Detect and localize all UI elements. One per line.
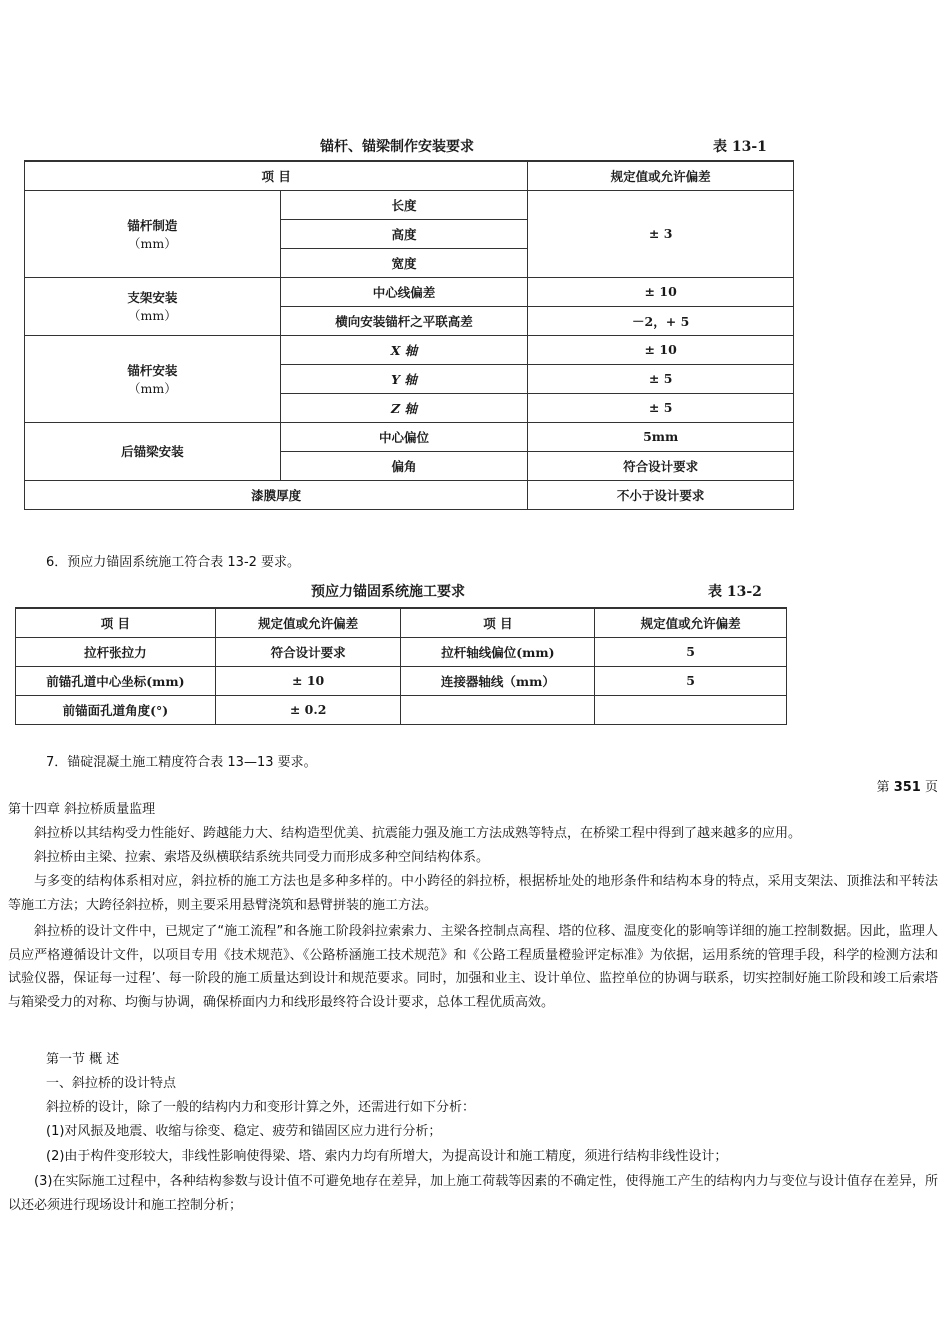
group-label: 支架安装 xyxy=(127,290,178,305)
group-label: 锚杆制造 xyxy=(127,217,178,233)
table1-value: ± 5 xyxy=(528,364,794,393)
table-row xyxy=(25,161,794,190)
table2-title: 预应力锚固系统施工要求 xyxy=(311,584,465,600)
table1-header-item: 项 目 xyxy=(25,161,528,190)
table1-group-name xyxy=(25,190,281,277)
table1-item: 中心线偏差 xyxy=(280,277,528,306)
table1-item: Z 轴 xyxy=(280,393,528,422)
table1-value: ± 10 xyxy=(528,335,794,364)
table2-cell: ± 0.2 xyxy=(215,695,401,724)
table1-value: －2，+ 5 xyxy=(528,306,794,335)
table-row xyxy=(16,608,787,637)
table2-header-value: 规定值或允许偏差 xyxy=(595,608,787,637)
group-unit: （mm） xyxy=(127,380,177,396)
item-6-text: 6．预应力锚固系统施工符合表 13-2 要求。 xyxy=(46,555,301,570)
table-row xyxy=(25,277,794,306)
table1-item: 宽度 xyxy=(280,248,528,277)
table2-header-item: 项 目 xyxy=(16,608,216,637)
paragraph: 斜拉桥由主梁、拉索、索塔及纵横联结系统共同受力而形成多种空间结构体系。 xyxy=(34,850,490,865)
table1-item: 长度 xyxy=(280,190,528,219)
table1-item: X 轴 xyxy=(280,335,528,364)
table-row xyxy=(25,335,794,364)
section-title: 第一节 概 述 xyxy=(46,1052,120,1067)
paragraph: 与多变的结构体系相对应，斜拉桥的施工方法也是多种多样的。中小跨径的斜拉桥，根据桥址处的地形条件和结构本身的特点，采用支架法、顶推法和平转法等施工方法；大跨径斜拉桥，则主要采用悬臂浇筑和悬臂拼装的施工方法。 xyxy=(8,874,938,913)
table1-header-value: 规定值或允许偏差 xyxy=(528,161,794,190)
table2-label: 表 13-2 xyxy=(708,584,762,600)
table2-header-value: 规定值或允许偏差 xyxy=(215,608,401,637)
table2-cell: 5 xyxy=(595,637,787,666)
table2-cell: 符合设计要求 xyxy=(215,637,401,666)
table-row xyxy=(25,480,794,509)
list-item: (1)对风振及地震、收缩与徐变、稳定、疲劳和锚固区应力进行分析； xyxy=(46,1124,442,1139)
table1 xyxy=(24,160,794,510)
table2-cell: 5 xyxy=(595,666,787,695)
list-item: (3)在实际施工过程中，各种结构参数与设计值不可避免地存在差异，加上施工荷载等因素的不确定性，使得施工产生的结构内力与变位与设计值存在差异，所以还必须进行现场设计和施工控制分析； xyxy=(8,1174,938,1213)
table1-item: 漆膜厚度 xyxy=(25,480,528,509)
table1-item: 横向安装锚杆之平联高差 xyxy=(280,306,528,335)
group-unit: （mm） xyxy=(127,308,177,323)
subsection-title: 一、斜拉桥的设计特点 xyxy=(46,1076,177,1091)
table1-item: Y 轴 xyxy=(280,364,528,393)
table1-item: 偏角 xyxy=(280,451,528,480)
table1-value: 不小于设计要求 xyxy=(528,480,794,509)
table1-item: 高度 xyxy=(280,219,528,248)
table2-cell: ± 10 xyxy=(215,666,401,695)
table2 xyxy=(15,607,787,725)
table2-cell xyxy=(401,695,595,724)
table1-title: 锚杆、锚梁制作安装要求 xyxy=(320,139,474,155)
table2-header-item: 项 目 xyxy=(401,608,595,637)
table1-value: ± 3 xyxy=(528,190,794,277)
table1-label: 表 13-1 xyxy=(713,139,767,155)
table-row xyxy=(16,695,787,724)
table1-group-name xyxy=(25,335,281,422)
list-item: (2)由于构件变形较大，非线性影响使得梁、塔、索内力均有所增大，为提高设计和施工精度，须进行结构非线性设计； xyxy=(46,1149,728,1164)
table2-cell: 前锚孔道中心坐标(mm) xyxy=(16,666,216,695)
table1-group-name: 后锚梁安装 xyxy=(25,422,281,480)
table1-value: ± 10 xyxy=(528,277,794,306)
page-suffix: 页 xyxy=(924,780,938,795)
table1-value: 符合设计要求 xyxy=(528,451,794,480)
table2-cell: 前锚面孔道角度(°) xyxy=(16,695,216,724)
paragraph: 斜拉桥以其结构受力性能好、跨越能力大、结构造型优美、抗震能力强及施工方法成熟等特点，在桥梁工程中得到了越来越多的应用。 xyxy=(34,826,802,841)
paragraph: 斜拉桥的设计，除了一般的结构内力和变形计算之外，还需进行如下分析： xyxy=(46,1100,476,1115)
table1-group-name xyxy=(25,277,281,335)
page-number-value: 351 xyxy=(893,780,921,795)
group-label: 锚杆安装 xyxy=(127,362,178,378)
table1-value: ± 5 xyxy=(528,393,794,422)
table-row xyxy=(16,637,787,666)
page-number xyxy=(877,776,938,795)
item-7-text: 7．锚碇混凝土施工精度符合表 13—13 要求。 xyxy=(46,755,317,770)
table2-cell: 拉杆张拉力 xyxy=(16,637,216,666)
table-row xyxy=(25,422,794,451)
chapter-title: 第十四章 斜拉桥质量监理 xyxy=(8,802,156,817)
table1-value: 5mm xyxy=(528,422,794,451)
table-row xyxy=(25,190,794,219)
table2-cell xyxy=(595,695,787,724)
paragraph: 斜拉桥的设计文件中，已规定了“施工流程”和各施工阶段斜拉索索力、主梁各控制点高程、塔的位移、温度变化的影响等详细的施工控制数据。因此，监理人员应严格遵循设计文件，以项目专用《技术规范》、《公路桥涵施工技术规范》和《公路工程质量橙验评定标准》为依据，运用系统的管理手段，科学的检测方法和试验仪器，保证每一过程’、每一阶段的施工质量达到设计和规范要求。同时，加强和业主、设计单位、监控单位的协调与联系，切实控制好施工阶段和竣工后索塔与箱梁受力的对称、均衡与协调，确保桥面内力和线形最终符合设计要求，总体工程优质高效。 xyxy=(8,924,938,1010)
group-unit: （mm） xyxy=(127,235,177,251)
table2-cell: 拉杆轴线偏位(mm) xyxy=(401,637,595,666)
table1-item: 中心偏位 xyxy=(280,422,528,451)
page-prefix: 第 xyxy=(876,780,890,795)
table-row xyxy=(16,666,787,695)
table2-cell: 连接器轴线（mm） xyxy=(401,666,595,695)
